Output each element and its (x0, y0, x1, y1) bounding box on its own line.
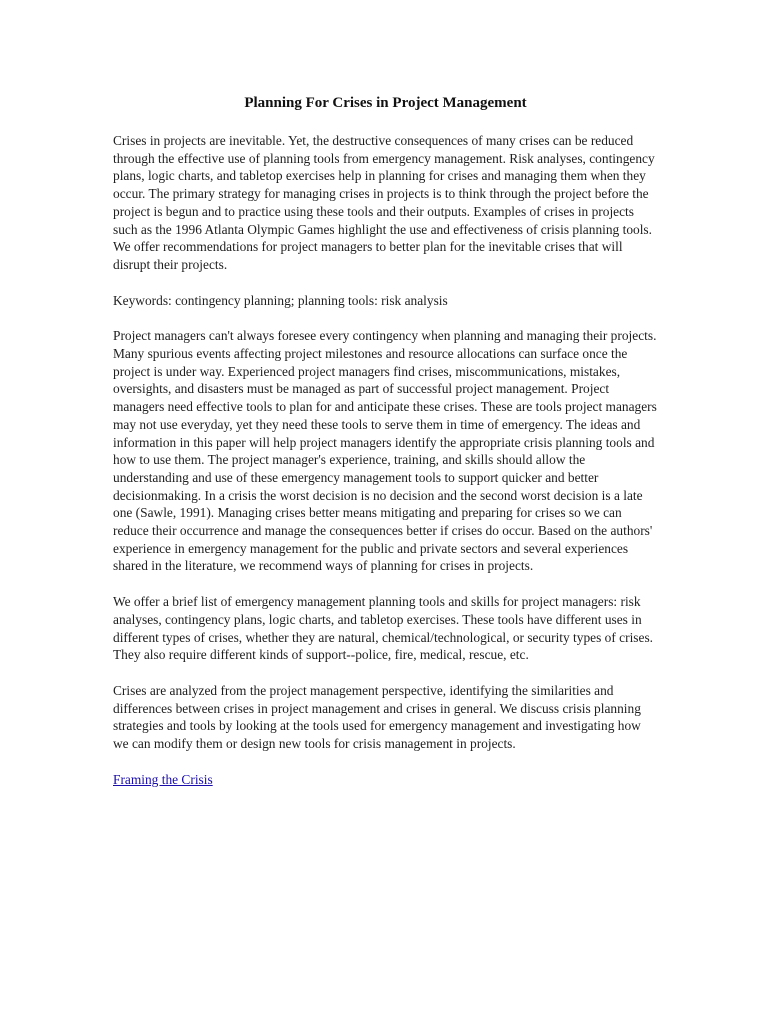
document-page (113, 94, 658, 789)
keywords-line: Keywords: contingency planning; planning tools: risk analysis (113, 292, 448, 308)
analysis-paragraph: Crises are analyzed from the project management perspective, identifying the similarities and differences between crises in project management and crises in general. We discuss crisis planning strategies and tools by looking at the tools used for emergency management and investigating how we can modify them or design new tools for crisis management in projects. (113, 682, 641, 752)
framing-the-crisis-link[interactable]: Framing the Crisis (113, 771, 213, 787)
intro-paragraph: Project managers can't always foresee every contingency when planning and managing their projects. Many spurious events affecting project milestones and resource allocations can surface once the project is under way. Experienced project managers find crises, miscommunications, mistakes, oversights, and disasters must be managed as part of successful project management. Project managers need effective tools to plan for and anticipate these crises. These are tools project managers may not use everyday, yet they need these tools to serve them in time of emergency. The ideas and information in this paper will help project managers identify the appropriate crisis planning tools and how to use them. The project manager's experience, training, and skills should allow the understanding and use of these emergency management tools to support quicker and better decisionmaking. In a crisis the worst decision is no decision and the second worst decision is a late one (Sawle, 1991). Managing crises better means mitigating and preparing for crises so we can reduce their occurrence and manage the consequences better if crises do occur. Based on the authors' experience in emergency management for the public and private sectors and several experiences shared in the literature, we recommend ways of planning for crises in projects. (113, 328, 657, 574)
abstract-paragraph: Crises in projects are inevitable. Yet, the destructive consequences of many crises can be reduced through the effective use of planning tools from emergency management. Risk analyses, contingency plans, logic charts, and tabletop exercises help in planning for crises and managing them when they occur. The primary strategy for managing crises in projects is to think through the project before the project is begun and to practice using these tools and their outputs. Examples of crises in projects such as the 1996 Atlanta Olympic Games highlight the use and effectiveness of crisis planning tools. We offer recommendations for project managers to better plan for the inevitable crises that will disrupt their projects. (113, 133, 655, 272)
document-title: Planning For Crises in Project Management (244, 95, 527, 111)
tools-paragraph: We offer a brief list of emergency management planning tools and skills for project managers: risk analyses, contingency plans, logic charts, and tabletop exercises. These tools have different uses in different types of crises, whether they are natural, chemical/technological, or security types of crises. They also require different kinds of support--police, fire, medical, rescue, etc. (113, 594, 654, 663)
